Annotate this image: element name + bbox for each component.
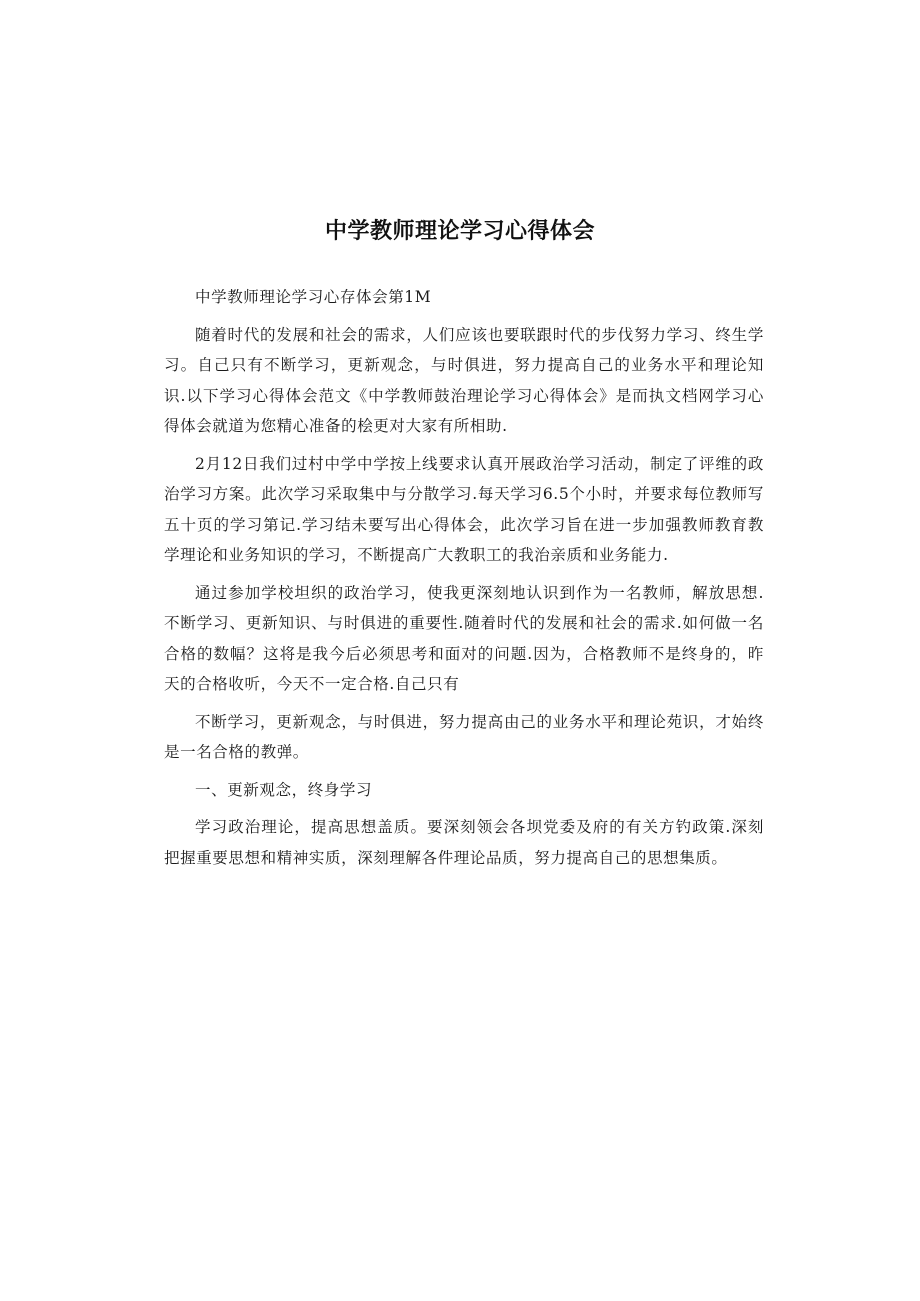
paragraph-study-plan: 2月12日我们过村中学中学按上线要求认真开展政治学习活动，制定了评维的政治学习方案。此次学习采取集中与分散学习.每天学习6.5个小时，并要求每位教师写五十页的学习第记.学习结未要写出心得体会，此次学习旨在进一步加强教师教育教学理论和业务知识的学习，不断提高广大教职工的我治亲质和业务能力. [164, 454, 764, 564]
section-heading: 一、更新观念，终身学习 [195, 780, 373, 799]
paragraph-continuation: 不断学习，更新观念，与时俱进，努力提高由己的业务水平和理论苑识，才始终是一名合格的教弹。 [164, 712, 764, 761]
paragraph-reflection: 通过参加学校坦织的政治学习，使我更深刻地认识到作为一名教师，解放思想.不断学习、更新知识、与时俱进的重要性.随着时代的发展和社会的需求.如何做一名合格的数幅？这将是我今后必须思考和面对的问题.因为，合格教师不是终身的，昨天的合格收听，今天不一定合格.自己只有 [164, 583, 764, 693]
paragraph-subtitle: 中学教师理论学习心存体会第1M [195, 288, 432, 306]
document-body [164, 282, 764, 880]
paragraph-political-theory: 学习政治理论，提高思想盖质。要深刻领会各坝党委及府的有关方钓政策.深刻把握重要思想和精神实质，深刻理解各件理论品质，努力提高自己的思想集质。 [164, 818, 764, 867]
paragraph-intro: 随着时代的发展和社会的需求，人们应该也要联跟时代的步伐努力学习、终生学习。自己只有不断学习，更新观念，与时俱进，努力提高自己的业务水平和理论知识.以下学习心得体会范文《中学教师鼓治理论学习心得体会》是而执文档网学习心得体会就道为您精心准备的桧更对大家有所相助. [164, 325, 764, 435]
document-title: 中学教师理论学习心得体会 [324, 219, 595, 244]
